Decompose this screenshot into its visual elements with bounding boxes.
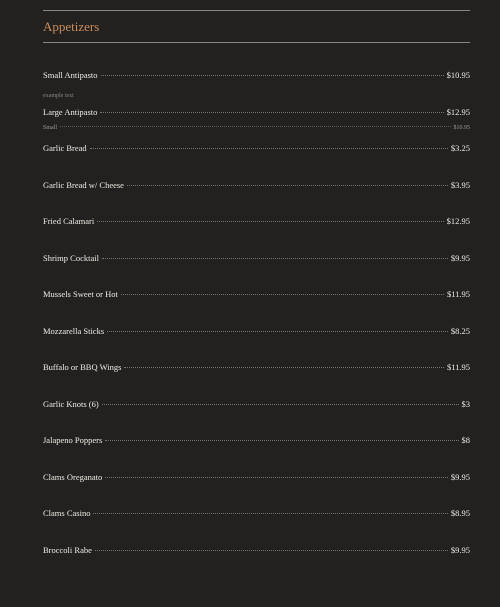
- menu-item-description: example text: [43, 93, 74, 99]
- menu-item: [43, 289, 470, 326]
- menu-item-price: $3: [461, 398, 470, 409]
- menu-item-name: Small Antipasto: [43, 70, 98, 80]
- menu-item-row: [43, 508, 470, 522]
- menu-item-price: $8.25: [450, 325, 470, 336]
- menu-item-row: [43, 70, 470, 84]
- menu-item: [43, 70, 470, 107]
- menu-item-row: [43, 435, 470, 449]
- menu-item-name: Large Antipasto: [43, 106, 98, 117]
- menu-item-name: Garlic Bread w/ Cheese: [43, 179, 124, 190]
- menu-item: [43, 545, 470, 582]
- menu-item-name: Broccoli Rabe: [43, 544, 92, 555]
- dot-leader: [105, 477, 448, 478]
- menu-item-name: Fried Calamari: [43, 216, 95, 226]
- menu-item: [43, 180, 470, 217]
- menu-item-row: [43, 289, 470, 303]
- dot-leader: [90, 148, 448, 149]
- dot-leader: [102, 258, 448, 259]
- menu-item-row: [43, 143, 470, 157]
- menu-item: [43, 326, 470, 363]
- menu-item: [43, 399, 470, 436]
- menu-item-option: [43, 125, 470, 131]
- menu-item-name: Garlic Knots (6): [43, 398, 99, 409]
- menu-item: [43, 435, 470, 472]
- menu-item-row: [43, 216, 470, 230]
- dot-leader: [100, 112, 443, 113]
- menu-item-name: Shrimp Cocktail: [43, 252, 99, 263]
- menu-item-row: [43, 326, 470, 340]
- menu-item: [43, 362, 470, 399]
- menu-item-price: $8: [461, 435, 470, 445]
- menu-item-price: $12.95: [446, 106, 470, 117]
- menu-item-name: Jalapeno Poppers: [43, 435, 103, 445]
- menu-item: [43, 472, 470, 509]
- menu-items-list: [43, 70, 470, 581]
- menu-item-price: $3.95: [450, 179, 470, 190]
- menu-item: [43, 107, 470, 144]
- menu-item-row: [43, 399, 470, 413]
- menu-item-price: $11.95: [446, 289, 470, 299]
- menu-item-row: [43, 180, 470, 194]
- section-title: Appetizers: [43, 19, 100, 34]
- menu-item-price: $9.95: [450, 471, 470, 482]
- menu-item: [43, 216, 470, 253]
- option-label: Small: [43, 124, 58, 131]
- menu-item-name: Garlic Bread: [43, 143, 87, 153]
- menu-item-row: [43, 472, 470, 486]
- menu-item: [43, 253, 470, 290]
- option-price: $10.95: [453, 124, 470, 131]
- dot-leader: [102, 404, 459, 405]
- dot-leader: [95, 550, 448, 551]
- menu-section-header: [43, 10, 470, 43]
- menu-item-row: [43, 362, 470, 376]
- menu-item-price: $8.95: [450, 508, 470, 518]
- menu-item-row: [43, 253, 470, 267]
- dot-leader: [107, 331, 448, 332]
- menu-item-name: Mussels Sweet or Hot: [43, 289, 118, 299]
- dot-leader: [121, 294, 444, 295]
- dot-leader: [127, 185, 448, 186]
- dot-leader: [93, 513, 447, 514]
- dot-leader: [60, 126, 450, 127]
- dot-leader: [124, 367, 443, 368]
- menu-item-price: $10.95: [446, 70, 470, 80]
- menu-item-price: $9.95: [450, 544, 470, 555]
- menu-item-price: $12.95: [446, 216, 470, 226]
- menu-item-price: $3.25: [450, 143, 470, 153]
- dot-leader: [97, 221, 443, 222]
- menu-item-name: Mozzarella Sticks: [43, 325, 105, 336]
- dot-leader: [105, 440, 458, 441]
- dot-leader: [101, 75, 444, 76]
- menu-item-name: Buffalo or BBQ Wings: [43, 362, 122, 372]
- menu-item: [43, 508, 470, 545]
- menu-item: [43, 143, 470, 180]
- menu-item-name: Clams Casino: [43, 508, 91, 518]
- menu-item-name: Clams Oreganato: [43, 471, 103, 482]
- menu-item-row: [43, 545, 470, 559]
- menu-item-row: [43, 107, 470, 121]
- menu-item-price: $11.95: [446, 362, 470, 372]
- title-divider: [43, 42, 470, 43]
- menu-item-price: $9.95: [450, 252, 470, 263]
